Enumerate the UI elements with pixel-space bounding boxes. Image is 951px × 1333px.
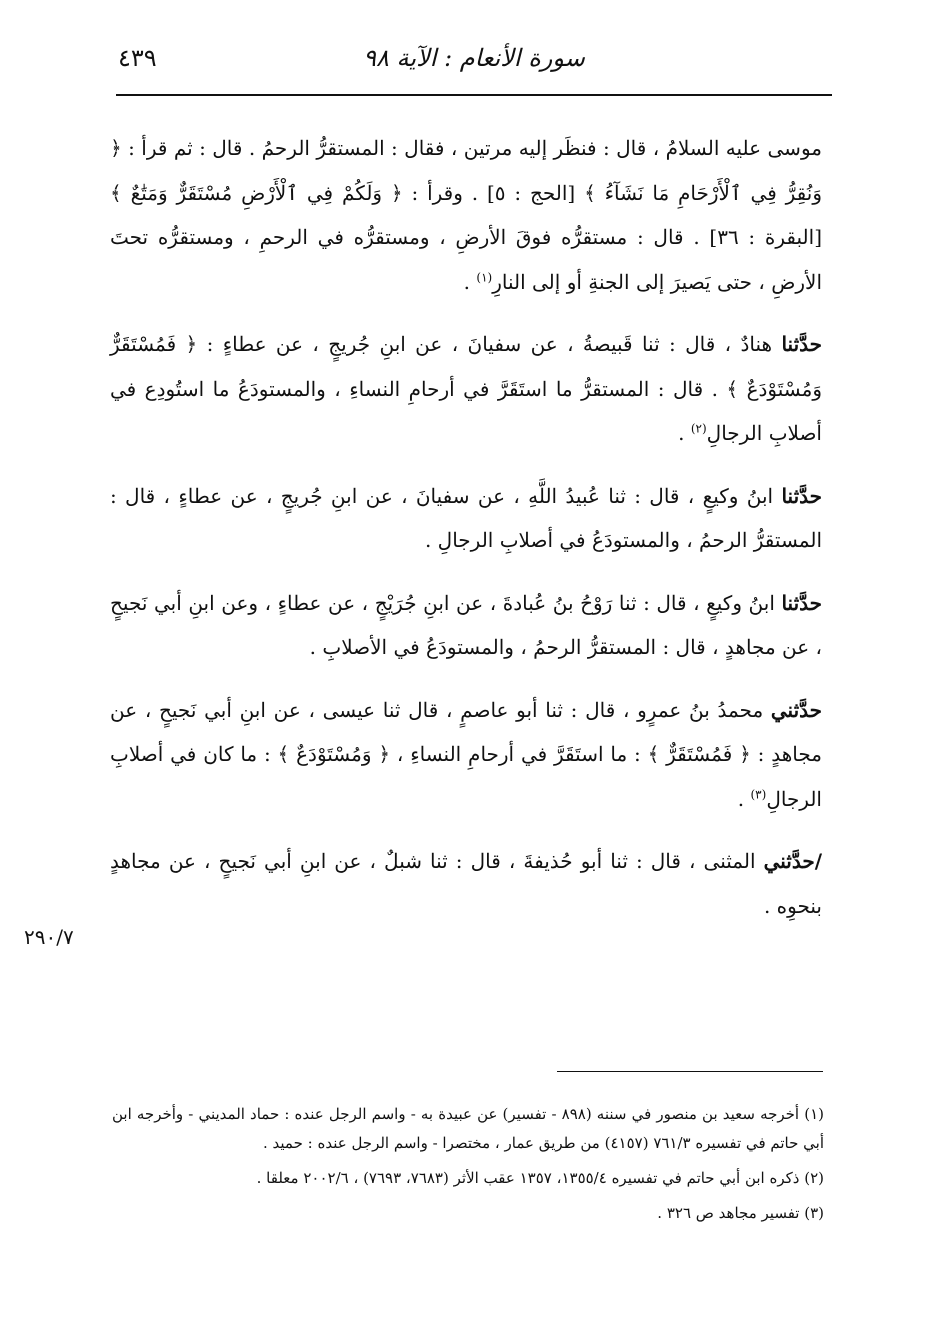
footnote: (٣) تفسير مجاهد ص ٣٢٦ . [657,1204,824,1222]
paragraph [110,581,822,670]
page-header [118,40,830,90]
footnote: (١) أخرجه سعيد بن منصور في سننه (٨٩٨ - تفسير) عن عبيدة به - واسم الرجل عنده : حماد المديني - وأخرجه ابن أبي حاتم في تفسيره ٧٦١/٣ (٤١٥٧) من طريق عمار ، مختصرا - واسم الرجل عنده : حميد . [112,1105,824,1152]
footnote-rule [557,1071,823,1072]
body-text [110,126,822,946]
running-title: سورة الأنعام : الآية ٩٨ [363,44,585,72]
paragraph-lead: /حدَّثني [763,849,822,873]
footnote: (٢) ذكره ابن أبي حاتم في تفسيره ١٣٥٥/٤، ١٣٥٧ عقب الأثر (٧٦٨٣، ٧٦٩٣) ، ٢٠٠٢/٦ معلقا . [256,1169,824,1187]
footnotes [112,1100,824,1234]
paragraph [110,474,822,563]
paragraph-lead: حدَّثنا [781,590,822,615]
paragraph [110,839,822,928]
paragraph-end: . [463,269,477,294]
paragraph-text: المثنى ، قال : ثنا أبو حُذيفةَ ، قال : ثنا شبلٌ ، عن ابنِ أبي نَجيحٍ ، عن مجاهدٍ بنحوِه . [110,849,822,918]
paragraph-lead: حدَّثني [770,697,822,722]
header-rule [116,94,832,96]
paragraph-text: ابنُ وكيعٍ ، قال : ثنا رَوْحُ بنُ عُبادةَ ، عن ابنِ جُرَيْجٍ ، عن عطاءٍ ، وعن ابنِ أبي نَجيحٍ ، عن مجاهدٍ ، قال : المستقرُّ الرحمُ ، والمستودَعُ في الأصلابِ . [110,590,822,659]
paragraph-text: محمدُ بنُ عمرٍو ، قال : ثنا أبو عاصمٍ ، قال ثنا عيسى ، عن ابنِ أبي نَجيحٍ ، عن مجاهدٍ : ﴿ فَمُسْتَقَرٌّ ﴾ : ما استَقَرَّ في أرحامِ النساءِ ، ﴿ وَمُسْتَوْدَعٌ ﴾ : ما كان في أصلابِ الرجالِ [110,697,822,811]
footnote-reference: (٣) [750,786,767,801]
paragraph-end: . [678,421,691,445]
paragraph-lead: حدَّثنا [781,483,822,508]
paragraph [110,688,822,822]
paragraph [110,126,822,304]
paragraph-end: . [737,786,751,811]
margin-reference: ٢٩٠/٧ [24,925,74,949]
paragraph-text: ابنُ وكيعٍ ، قال : ثنا عُبيدُ اللَّهِ ، عن سفيانَ ، عن ابنِ جُريجٍ ، عن عطاءٍ ، قال : المستقرُّ الرحمُ ، والمستودَعُ في أصلابِ الرجالِ . [110,483,822,552]
paragraph-text: موسى عليه السلامُ ، قال : فنظَر إليه مرتين ، فقال : المستقرُّ الرحمُ . قال : ثم قرأ : ﴿ وَنُقِرُّ فِي ٱلْأَرْحَامِ مَا نَشَآءُ ﴾ [الحج : ٥] . وقرأ : ﴿ وَلَكُمْ فِي ٱلْأَرْضِ مُسْتَقَرٌّ وَمَتَٰعٌ ﴾ [البقرة : ٣٦] . قال : مستقرُّه فوقَ الأرضِ ، ومستقرُّه في الرحمِ ، ومستقرُّه تحتَ الأرضِ ، حتى يَصيرَ إلى الجنةِ أو إلى النارِ [110,136,822,294]
paragraph-text: هنادٌ ، قال : ثنا قَبيصةُ ، عن سفيانَ ، عن ابنِ جُريجٍ ، عن عطاءٍ : ﴿ فَمُسْتَقَرٌّ وَمُسْتَوْدَعٌ ﴾ . قال : المستقرُّ ما استَقَرَّ في أرحامِ النساءِ ، والمستودَعُ ما استُودِع في أصلابِ الرجالِ [110,332,822,445]
footnote-reference: (١) [476,269,493,284]
footnote-reference: (٢) [690,421,707,436]
paragraph [110,322,822,456]
page-number: ٤٣٩ [118,44,157,72]
paragraph-lead: حدَّثنا [781,332,822,356]
